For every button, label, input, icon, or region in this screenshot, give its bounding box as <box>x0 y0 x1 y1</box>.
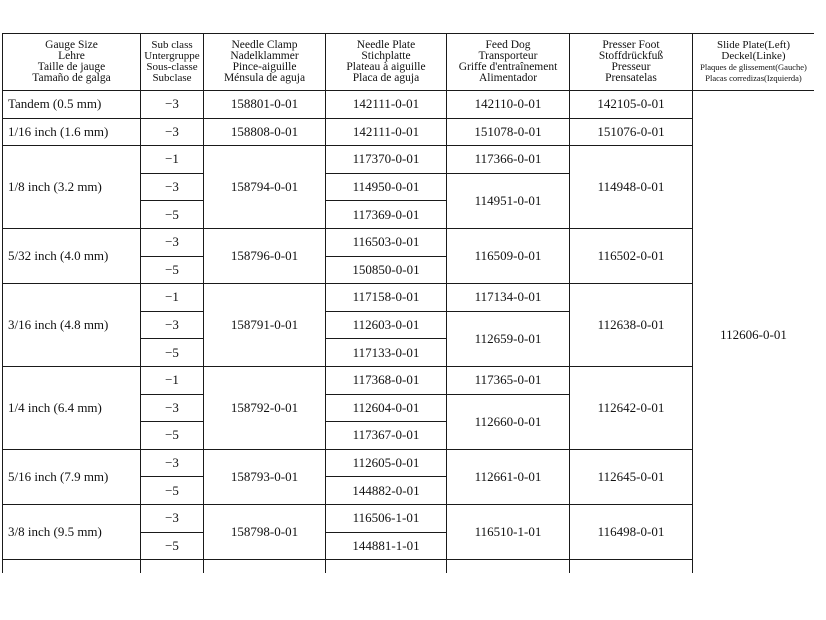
feed-dog-cell: 116509-0-01 <box>447 228 570 283</box>
needle-plate-cell: 117367-0-01 <box>326 422 447 450</box>
header-needle-clamp: Needle Clamp Nadelklammer Pince-aiguille Ménsula de aguja <box>204 34 326 91</box>
feed-dog-cell: 117365-0-01 <box>447 366 570 394</box>
needle-plate-cell: 112605-0-01 <box>326 449 447 477</box>
needle-plate-cell: 144882-0-01 <box>326 477 447 505</box>
continuation-cell <box>3 560 141 573</box>
gauge-size-cell: 1/16 inch (1.6 mm) <box>3 118 141 146</box>
needle-plate-cell: 117370-0-01 <box>326 146 447 174</box>
sub-class-cell: −3 <box>141 504 204 532</box>
feed-dog-cell: 117366-0-01 <box>447 146 570 174</box>
needle-clamp-cell: 158796-0-01 <box>204 228 326 283</box>
header-row <box>3 34 815 91</box>
sub-class-cell: −3 <box>141 228 204 256</box>
feed-dog-cell: 151078-0-01 <box>447 118 570 146</box>
feed-dog-cell: 114951-0-01 <box>447 173 570 228</box>
sub-class-cell: −5 <box>141 532 204 560</box>
sub-class-cell: −3 <box>141 91 204 119</box>
feed-dog-cell: 116510-1-01 <box>447 504 570 559</box>
needle-clamp-cell: 158798-0-01 <box>204 504 326 559</box>
needle-plate-cell: 117369-0-01 <box>326 201 447 229</box>
header-presser-foot: Presser Foot Stoffdrückfuß Presseur Prensatelas <box>570 34 693 91</box>
needle-plate-cell: 114950-0-01 <box>326 173 447 201</box>
continuation-cell <box>326 560 447 573</box>
slide-plate-cell: 112606-0-01 <box>693 91 815 574</box>
needle-plate-cell: 142111-0-01 <box>326 91 447 119</box>
continuation-cell <box>447 560 570 573</box>
table-row <box>3 146 815 174</box>
needle-clamp-cell: 158794-0-01 <box>204 146 326 229</box>
sub-class-cell: −3 <box>141 118 204 146</box>
sub-class-cell: −1 <box>141 146 204 174</box>
needle-plate-cell: 117368-0-01 <box>326 366 447 394</box>
continuation-cell <box>204 560 326 573</box>
presser-foot-cell: 116498-0-01 <box>570 504 693 559</box>
needle-plate-cell: 142111-0-01 <box>326 118 447 146</box>
gauge-size-cell: 5/16 inch (7.9 mm) <box>3 449 141 504</box>
table-row <box>3 118 815 146</box>
presser-foot-cell: 112642-0-01 <box>570 366 693 449</box>
needle-plate-cell: 112604-0-01 <box>326 394 447 422</box>
needle-clamp-cell: 158793-0-01 <box>204 449 326 504</box>
parts-table-sheet <box>2 33 814 573</box>
presser-foot-cell: 112645-0-01 <box>570 449 693 504</box>
gauge-size-cell: 5/32 inch (4.0 mm) <box>3 228 141 283</box>
gauge-size-cell: 3/16 inch (4.8 mm) <box>3 284 141 367</box>
sub-class-cell: −3 <box>141 449 204 477</box>
feed-dog-cell: 112661-0-01 <box>447 449 570 504</box>
gauge-size-cell: 3/8 inch (9.5 mm) <box>3 504 141 559</box>
needle-plate-cell: 116503-0-01 <box>326 228 447 256</box>
needle-clamp-cell: 158791-0-01 <box>204 284 326 367</box>
gauge-size-cell: Tandem (0.5 mm) <box>3 91 141 119</box>
table-row <box>3 91 815 119</box>
presser-foot-cell: 112638-0-01 <box>570 284 693 367</box>
header-slide-plate-left: Slide Plate(Left) Deckel(Linke) Plaques de glissement(Gauche) Placas corredizas(Izquierda) <box>693 34 815 91</box>
continuation-cell <box>141 560 204 573</box>
sub-class-cell: −1 <box>141 284 204 312</box>
needle-plate-cell: 112603-0-01 <box>326 311 447 339</box>
gauge-size-cell: 1/8 inch (3.2 mm) <box>3 146 141 229</box>
sub-class-cell: −5 <box>141 201 204 229</box>
needle-clamp-cell: 158792-0-01 <box>204 366 326 449</box>
header-needle-plate: Needle Plate Stichplatte Plateau à aiguille Placa de aguja <box>326 34 447 91</box>
needle-plate-cell: 150850-0-01 <box>326 256 447 284</box>
sub-class-cell: −5 <box>141 339 204 367</box>
sub-class-cell: −5 <box>141 256 204 284</box>
table-row-continuation <box>3 560 815 573</box>
gauge-parts-table <box>2 33 814 573</box>
header-sub-class: Sub class Untergruppe Sous-classe Subclase <box>141 34 204 91</box>
table-row <box>3 284 815 312</box>
gauge-size-cell: 1/4 inch (6.4 mm) <box>3 366 141 449</box>
needle-clamp-cell: 158801-0-01 <box>204 91 326 119</box>
sub-class-cell: −3 <box>141 311 204 339</box>
needle-plate-cell: 117158-0-01 <box>326 284 447 312</box>
header-feed-dog: Feed Dog Transporteur Griffe d'entraînement Alimentador <box>447 34 570 91</box>
presser-foot-cell: 142105-0-01 <box>570 91 693 119</box>
feed-dog-cell: 117134-0-01 <box>447 284 570 312</box>
needle-clamp-cell: 158808-0-01 <box>204 118 326 146</box>
feed-dog-cell: 112660-0-01 <box>447 394 570 449</box>
sub-class-cell: −1 <box>141 366 204 394</box>
table-row <box>3 504 815 532</box>
feed-dog-cell: 112659-0-01 <box>447 311 570 366</box>
needle-plate-cell: 116506-1-01 <box>326 504 447 532</box>
presser-foot-cell: 116502-0-01 <box>570 228 693 283</box>
presser-foot-cell: 151076-0-01 <box>570 118 693 146</box>
header-gauge-size: Gauge Size Lehre Taille de jauge Tamaño de galga <box>3 34 141 91</box>
table-row <box>3 228 815 256</box>
sub-class-cell: −3 <box>141 394 204 422</box>
table-row <box>3 449 815 477</box>
feed-dog-cell: 142110-0-01 <box>447 91 570 119</box>
continuation-cell <box>570 560 693 573</box>
needle-plate-cell: 117133-0-01 <box>326 339 447 367</box>
needle-plate-cell: 144881-1-01 <box>326 532 447 560</box>
sub-class-cell: −5 <box>141 422 204 450</box>
sub-class-cell: −3 <box>141 173 204 201</box>
table-row <box>3 366 815 394</box>
sub-class-cell: −5 <box>141 477 204 505</box>
presser-foot-cell: 114948-0-01 <box>570 146 693 229</box>
